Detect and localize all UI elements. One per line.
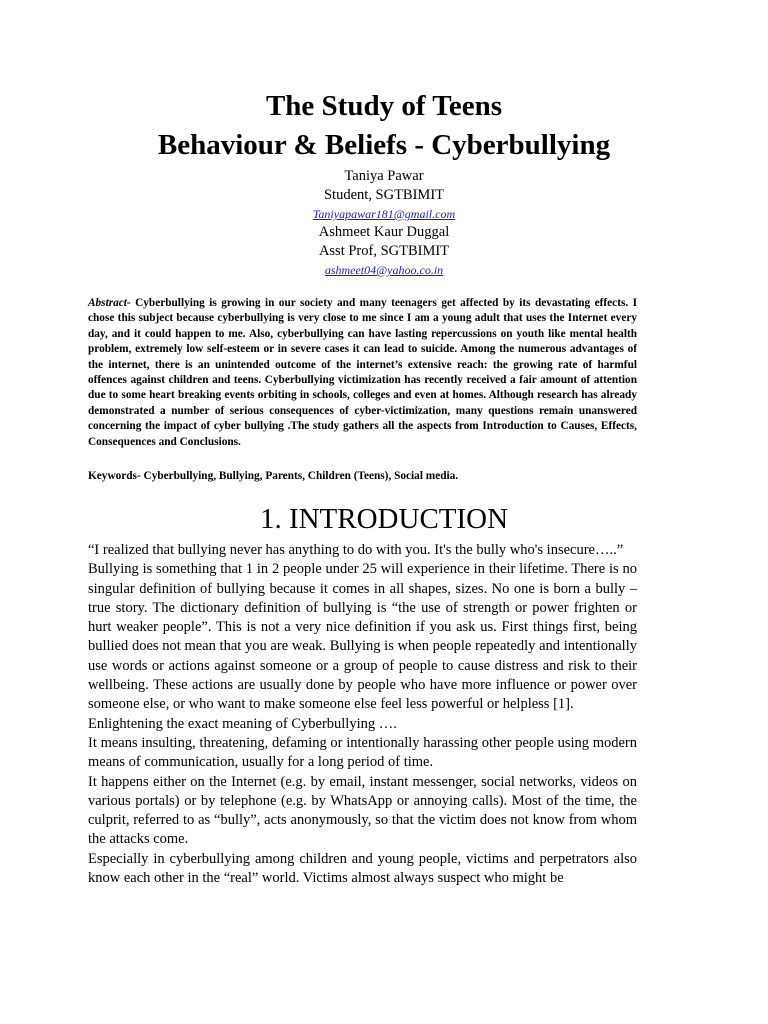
paper-title-line-1: The Study of Teens xyxy=(265,90,503,122)
body-text xyxy=(88,541,637,888)
author-1-email-link[interactable]: Taniyapawar181@gmail.com xyxy=(312,207,456,221)
author-2-affiliation: Asst Prof, SGTBIMIT xyxy=(318,243,450,259)
author-2-email-link[interactable]: ashmeet04@yahoo.co.in xyxy=(324,263,444,277)
paragraph: Bullying is something that 1 in 2 people under 25 will experience in their lifetime. There is no singular definition of bullying because it comes in all shapes, sizes. No one is born a bully – true story. The dictionary definition of bullying is “the use of strength or power frighten or hurt weaker people”. This is not a very nice definition if you ask us. First things first, being bullied does not mean that you are weak. Bullying is when people repeatedly and intentionally use words or actions against someone or a group of people to cause distress and risk to their wellbeing. These actions are usually done by people who have more influence or power over someone else, or who want to make someone else feel less powerful or helpless [1]. xyxy=(88,561,637,713)
paragraph-quote: “I realized that bullying never has anything to do with you. It's the bully who's insecure…..” xyxy=(88,542,624,558)
abstract-text: Cyberbullying is growing in our society and many teenagers get affected by its devastating effects. I chose this subject because cyberbullying is very close to me since I am a young adult that uses the Internet every day, and it could happen to me. Also, cyberbullying can have lasting repercussions on youth like mental health problem, extremely low self-esteem or in severe cases it can lead to suicide. Among the numerous advantages of the internet, there is an unintended outcome of the internet’s extensive reach: the growing rate of harmful offences against children and teens. Cyberbullying victimization has recently received a fair amount of attention due to some heart breaking events orbiting in schools, colleges and even at homes. Although research has already demonstrated a number of serious consequences of cyber-victimization, many questions remain unanswered concerning the impact of cyber bullying .The study gathers all the aspects from Introduction to Causes, Effects, Consequences and Conclusions. xyxy=(88,297,637,448)
paragraph: Especially in cyberbullying among children and young people, victims and perpetrators also know each other in the “real” world. Victims almost always suspect who might be xyxy=(88,850,637,887)
author-1-affiliation: Student, SGTBIMIT xyxy=(323,187,445,203)
paragraph: It happens either on the Internet (e.g. by email, instant messenger, social networks, videos on various portals) or by telephone (e.g. by WhatsApp or annoying calls). Most of the time, the culprit, referred to as “bully”, acts anonymously, so that the victim does not know from whom the attacks come. xyxy=(88,773,637,848)
paper-title-line-2: Behaviour & Beliefs - Cyberbullying xyxy=(157,129,611,161)
author-2-name: Ashmeet Kaur Duggal xyxy=(318,224,450,240)
author-1-email-line xyxy=(0,207,768,222)
abstract xyxy=(88,296,637,450)
author-2-email-line xyxy=(0,263,768,278)
paragraph: It means insulting, threatening, defaming or intentionally harassing other people using modern means of communication, usually for a long period of time. xyxy=(88,734,637,771)
keywords: Keywords- Cyberbullying, Bullying, Parents, Children (Teens), Social media. xyxy=(88,470,459,482)
abstract-label: Abstract- xyxy=(88,297,131,309)
author-1-name: Taniya Pawar xyxy=(344,168,424,184)
section-heading: 1. INTRODUCTION xyxy=(259,503,509,535)
paragraph: Enlightening the exact meaning of Cyberbullying …. xyxy=(88,715,397,732)
